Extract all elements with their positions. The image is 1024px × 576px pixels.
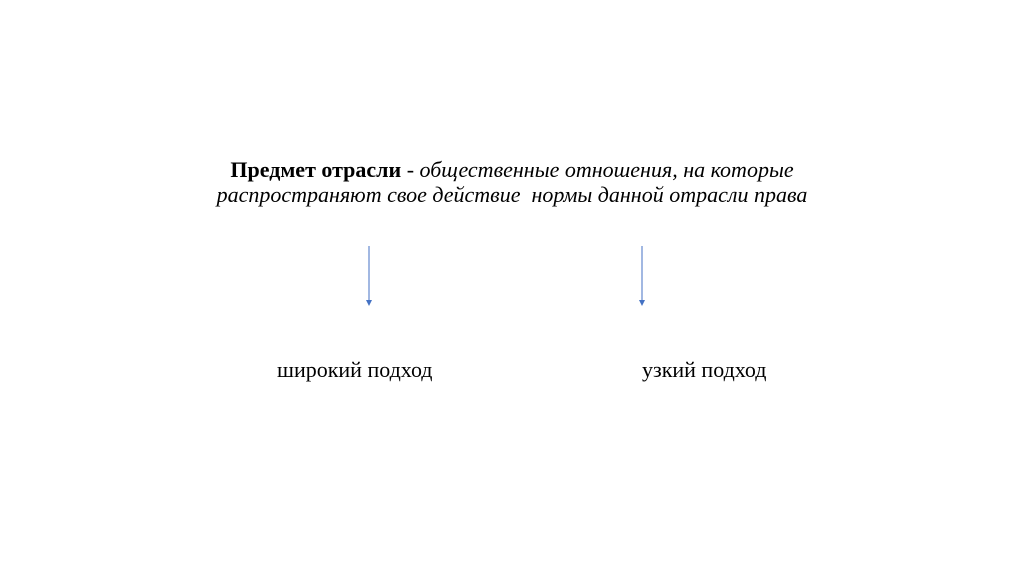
definition-term: Предмет отрасли <box>230 157 402 182</box>
definition-description-line-2: распространяют свое действие нормы данной отрасли права <box>216 182 808 207</box>
definition-separator: - <box>401 157 420 182</box>
arrowhead-narrow-approach <box>639 300 645 306</box>
arrowhead-broad-approach <box>366 300 372 306</box>
definition-description-line-1: общественные отношения, на которые <box>419 157 794 182</box>
broad-approach-label: широкий подход <box>277 357 433 382</box>
narrow-approach-label: узкий подход <box>642 357 767 382</box>
